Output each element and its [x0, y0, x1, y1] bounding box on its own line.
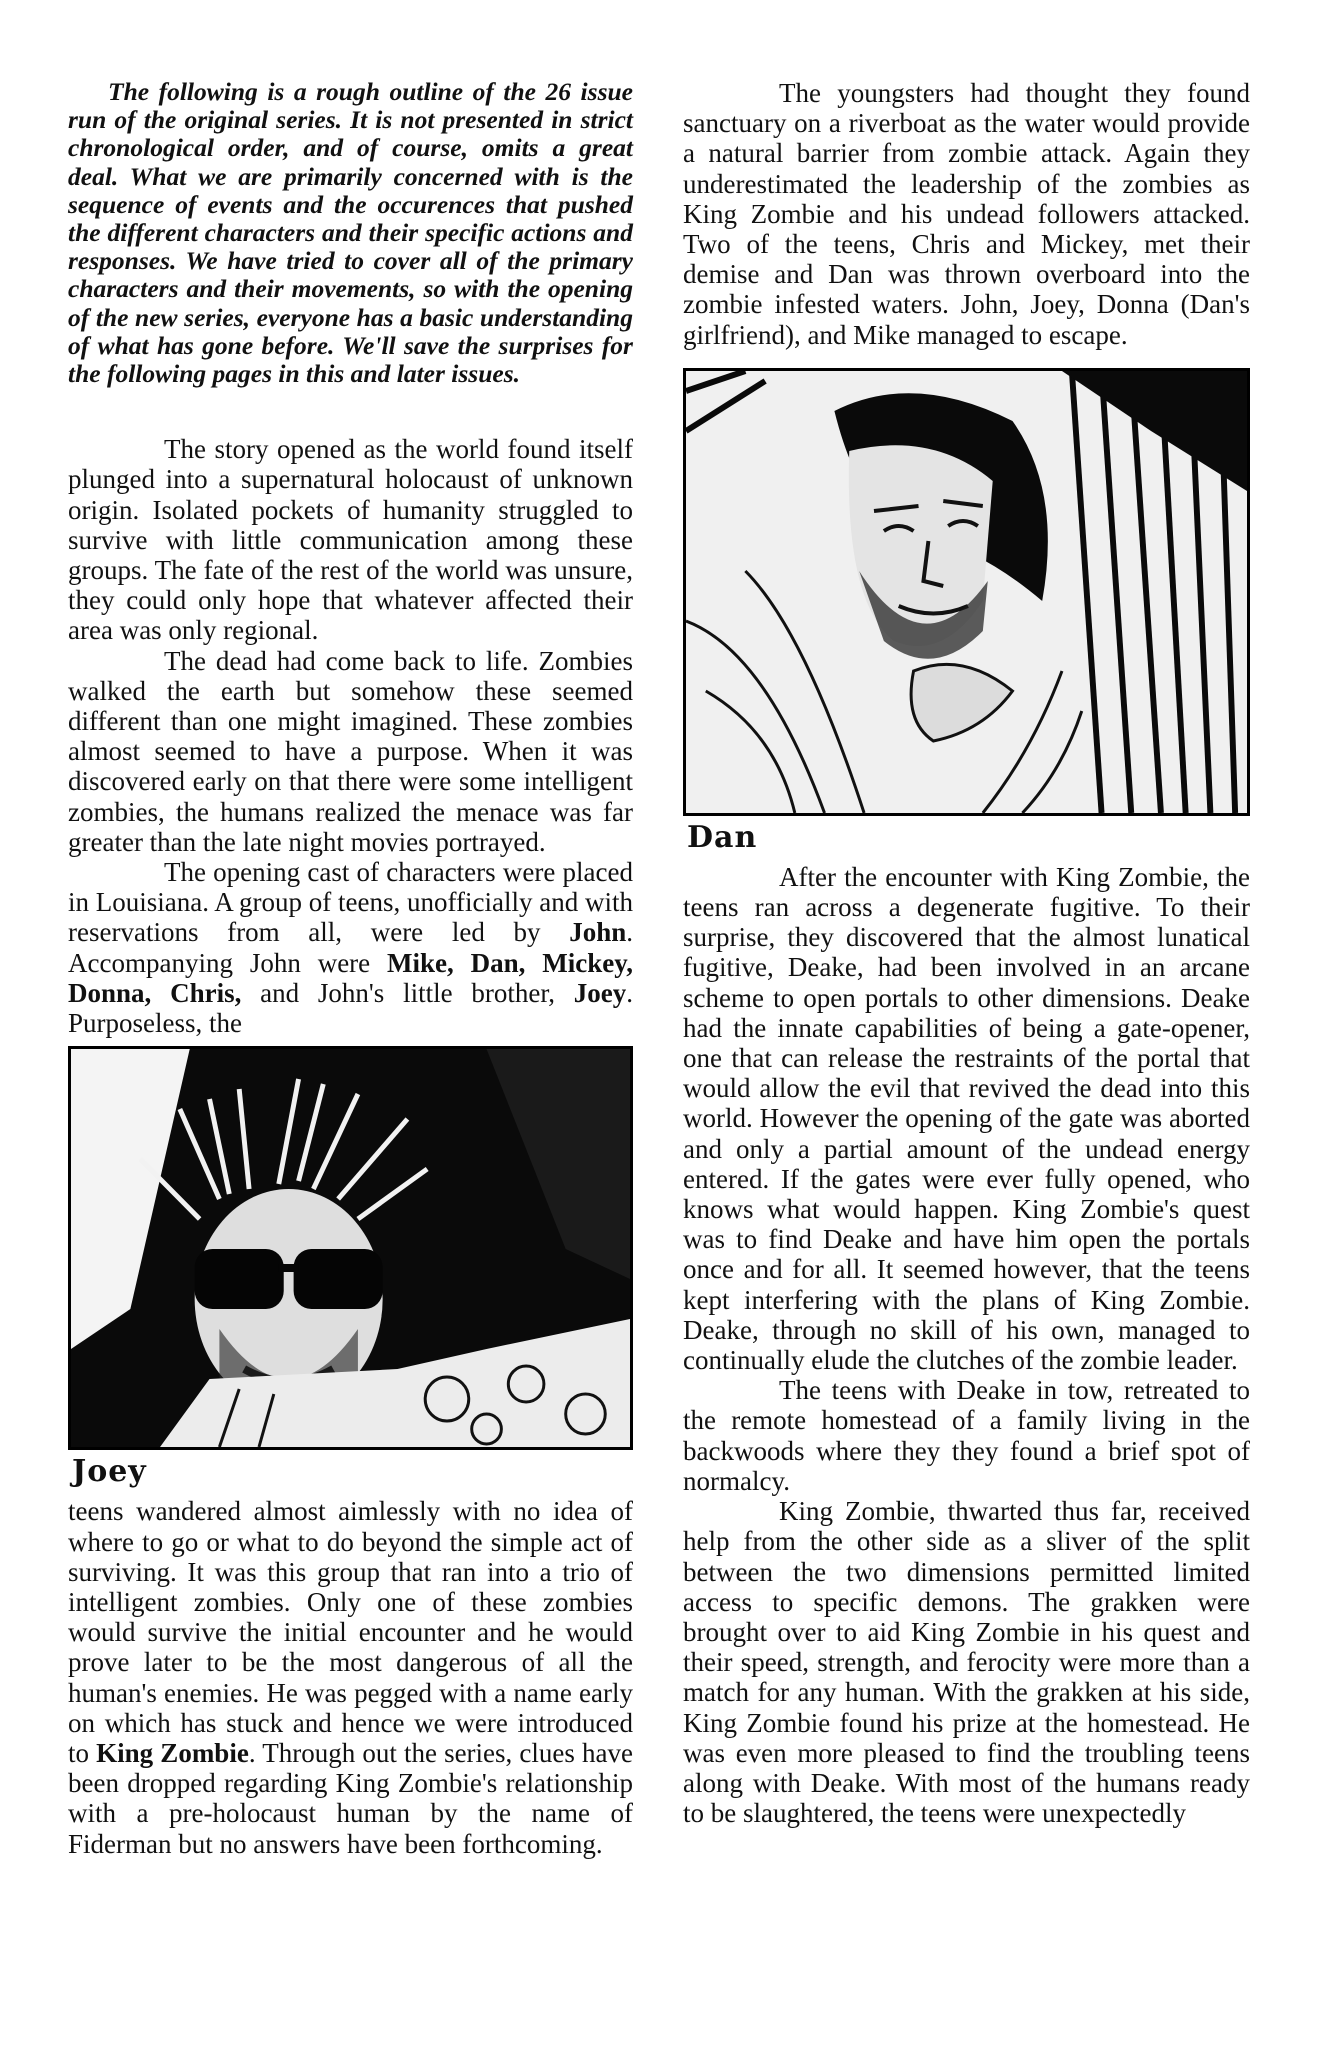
right-column: [683, 78, 1250, 1828]
character-name-king-zombie: King Zombie: [96, 1737, 249, 1768]
body-paragraph: The youngsters had thought they found sanctuary on a riverboat as the water would provide a natural barrier from zombie attack. Again they underestimated the leadership of the zombies as King Zombie and his undead followers attacked. Two of the teens, Chris and Mickey, met their demise and Dan was thrown overboard into the zombie infested waters. John, Joey, Donna (Dan's girlfriend), and Mike managed to escape.: [683, 78, 1250, 350]
dan-caption: Dan: [687, 819, 758, 855]
joey-illustration: [68, 1046, 633, 1450]
body-paragraph: teens wandered almost aimlessly with no idea of where to go or what to do beyond the simple act of surviving. It was this group that ran into a trio of intelligent zombies. Only one of these zombies would survive the initial encounter and he would prove later to be the most dangerous of all the human's enemies. He was pegged with a name early on which has stuck and hence we were introduced to King Zombie. Through out the series, clues have been dropped regarding King Zombie's relationship with a pre-holocaust human by the name of Fiderman but no answers have been forthcoming.: [68, 1496, 633, 1859]
body-paragraph: The dead had come back to life. Zombies walked the earth but somehow these seemed different than one might imagined. These zombies almost seemed to have a purpose. When it was discovered early on that there were some intelligent zombies, the humans realized the menace was far greater than the late night movies portrayed.: [68, 645, 633, 857]
joey-caption: Joey: [72, 1454, 147, 1490]
body-paragraph: King Zombie, thwarted thus far, received help from the other side as a sliver of the split between the two dimensions permitted limited access to specific demons. The grakken were brought over to aid King Zombie in his quest and their speed, strength, and ferocity were more than a match for any human. With the grakken at his side, King Zombie found his prize at the homestead. He was even more pleased to find the troubling teens along with Deake. With most of the humans ready to be slaughtered, the teens were unexpectedly: [683, 1496, 1250, 1829]
body-paragraph: The opening cast of characters were placed in Louisiana. A group of teens, unofficially and with reservations from all, were led by John. Accompanying John were Mike, Dan, Mickey, Donna, Chris, and John's little brother, Joey. Purposeless, the: [68, 857, 634, 1039]
body-paragraph: The story opened as the world found itself plunged into a supernatural holocaust of unknown origin. Isolated pockets of humanity struggled to survive with little communication among these groups. The fate of the rest of the world was unsure, they could only hope that whatever affected their area was only regional.: [68, 434, 633, 646]
intro-paragraph: The following is a rough outline of the 26 issue run of the original series. It is not presented in strict chronological order, and of course, omits a great deal. What we are primarily concerned with is the sequence of events and the occurences that pushed the different characters and their specific actions and responses. We have tried to cover all of the primary characters and their movements, so with the opening of the new series, everyone has a basic understanding of what has gone before. We'll save the surprises for the following pages in this and later issues.: [68, 77, 633, 389]
body-paragraph: The teens with Deake in tow, retreated to the remote homestead of a family living in the backwoods where they they found a brief spot of normalcy.: [683, 1375, 1250, 1496]
character-name-joey: Joey: [573, 977, 627, 1008]
left-column: [68, 78, 633, 1859]
character-names: Mike, Dan, Mickey, Donna, Chris,: [68, 947, 633, 1008]
body-paragraph: After the encounter with King Zombie, the teens ran across a degenerate fugitive. To their surprise, they discovered that the almost lunatical fugitive, Deake, had been involved in an arcane scheme to open portals to other dimensions. Deake had the innate capabilities of being a gate-opener, one that can release the restraints of the portal that would allow the evil that revived the dead into this world. However the opening of the gate was aborted and only a partial amount of the undead energy entered. If the gates were ever fully opened, who knows what would happen. King Zombie's quest was to find Deake and have him open the portals once and for all. It seemed however, that the teens kept interfering with the plans of King Zombie. Deake, through no skill of his own, managed to continually elude the clutches of the zombie leader.: [683, 861, 1250, 1376]
character-name-john: John: [569, 917, 627, 948]
dan-illustration: [683, 368, 1250, 816]
